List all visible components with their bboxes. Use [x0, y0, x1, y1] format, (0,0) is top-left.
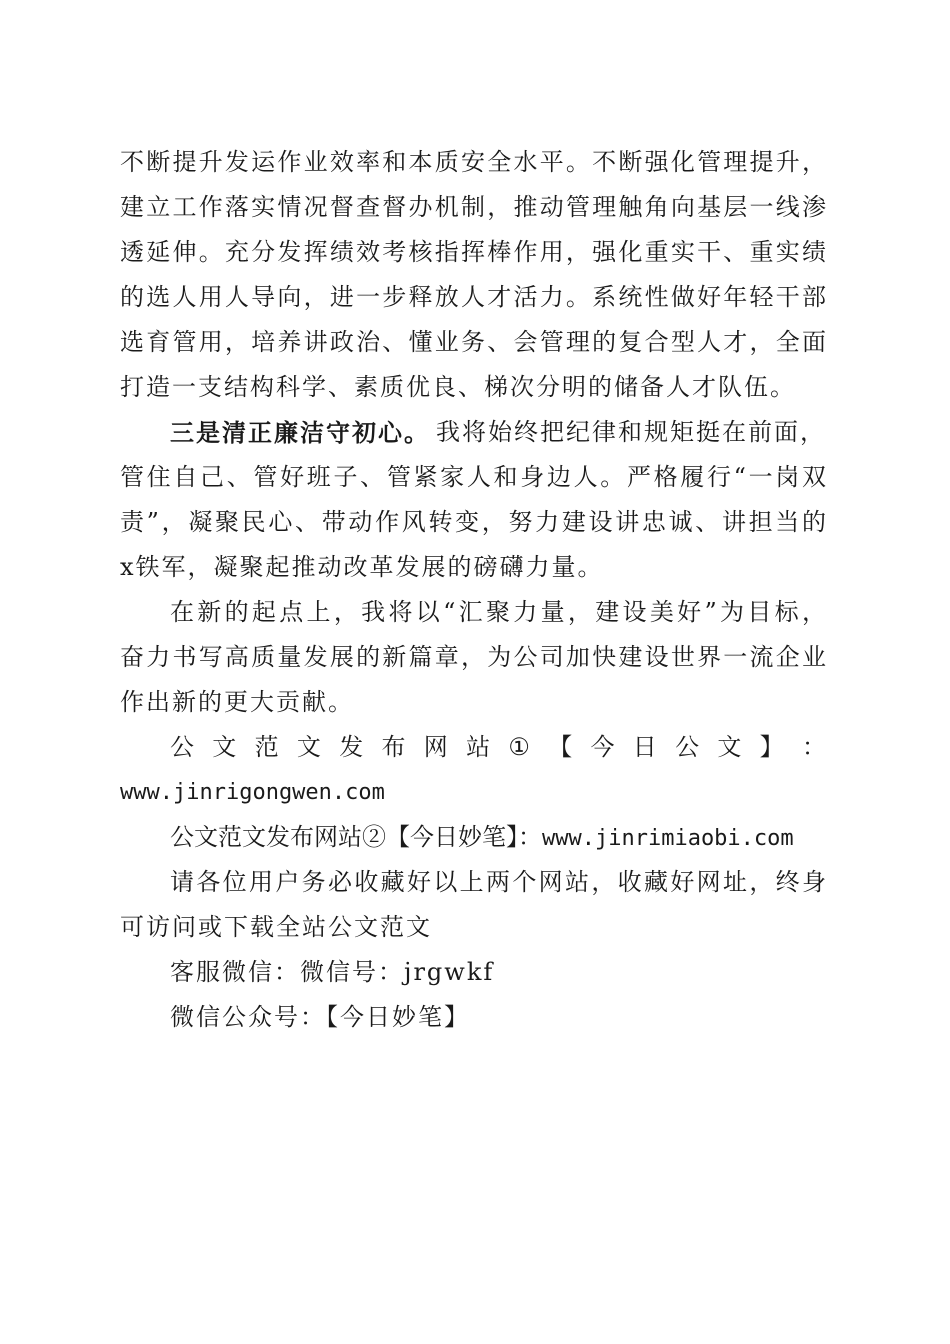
text-fragment: 我将始终把纪律和规矩挺在前面，: [436, 418, 826, 446]
site1-url: www.jinrigongwen.com: [120, 780, 385, 805]
site1-char: 文: [212, 733, 237, 761]
notice-line: 请各位用户务必收藏好以上两个网站，收藏好网址，终身: [170, 868, 826, 896]
site1-char: ①: [508, 733, 530, 761]
site2-line: [120, 815, 826, 860]
site2-label: 公文范文发布网站②【今日妙笔】：: [170, 823, 542, 851]
text-line: 作出新的更大贡献。: [120, 688, 354, 716]
site1-char: 日: [632, 733, 657, 761]
site1-char: 今: [590, 733, 615, 761]
site1-char: 网: [423, 733, 448, 761]
notice-line: 可访问或下载全站公文范文: [120, 913, 432, 941]
site1-char: 公: [170, 733, 194, 761]
text-line: 奋力书写高质量发展的新篇章，为公司加快建设世界一流企业: [120, 643, 826, 671]
footer-notice: [120, 725, 826, 1040]
site1-char: 布: [381, 733, 406, 761]
wechat-service: 客服微信：微信号：jrgwkf: [170, 958, 495, 986]
text-line: 透延伸。充分发挥绩效考核指挥棒作用，强化重实干、重实绩: [120, 238, 826, 266]
text-line: 在新的起点上，我将以“汇聚力量，建设美好”为目标，: [170, 598, 826, 626]
paragraph-heading: 三是清正廉洁守初心。: [170, 418, 430, 447]
site1-char: 文: [717, 733, 742, 761]
site1-char: 范: [254, 733, 279, 761]
site1-char: ：: [801, 733, 826, 761]
paragraph-closing: [120, 590, 826, 725]
site2-url: www.jinrimiaobi.com: [542, 826, 794, 851]
paragraph-management: [120, 140, 826, 410]
site1-char: 【: [548, 733, 573, 761]
text-line: 的选人用人导向，进一步释放人才活力。系统性做好年轻干部: [120, 283, 826, 311]
text-line: x铁军，凝聚起推动改革发展的磅礴力量。: [120, 553, 604, 581]
site1-char: 文: [296, 733, 321, 761]
text-line: 打造一支结构科学、素质优良、梯次分明的储备人才队伍。: [120, 373, 796, 401]
site1-char: 】: [759, 733, 784, 761]
text-line: 管住自己、管好班子、管紧家人和身边人。严格履行“一岗双: [120, 463, 826, 491]
text-line: [120, 410, 826, 455]
paragraph-integrity: [120, 410, 826, 590]
text-line: 建立工作落实情况督查督办机制，推动管理触角向基层一线渗: [120, 193, 826, 221]
site1-line: [120, 725, 826, 770]
text-line: 选育管用，培养讲政治、懂业务、会管理的复合型人才，全面: [120, 328, 826, 356]
text-line: 不断提升发运作业效率和本质安全水平。不断强化管理提升，: [120, 148, 826, 176]
site1-char: 公: [675, 733, 700, 761]
site1-char: 站: [466, 733, 491, 761]
text-line: 责”，凝聚民心、带动作风转变，努力建设讲忠诚、讲担当的: [120, 508, 826, 536]
site1-char: 发: [339, 733, 364, 761]
document-page: [120, 140, 826, 1040]
wechat-public: 微信公众号：【今日妙笔】: [170, 1003, 470, 1031]
